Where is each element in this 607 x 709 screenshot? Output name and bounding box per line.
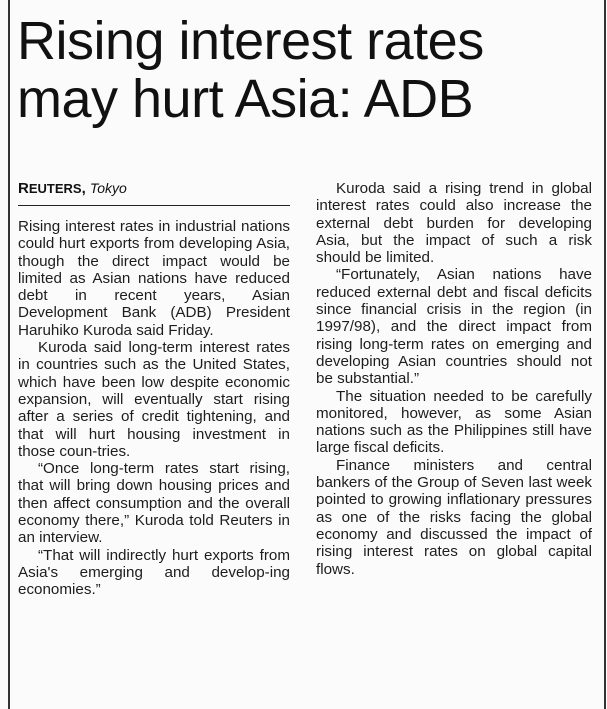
byline-agency-initial: R [18,180,29,197]
headline-line-2: may hurt Asia: ADB [17,69,474,129]
headline [17,12,602,128]
paragraph: Kuroda said a rising trend in global interest rates could also increase the external debt burden for developing Asia, but the impact of such a risk should be limited. [316,180,592,267]
byline-agency-rest: EUTERS [28,181,82,196]
paragraph: Rising interest rates in industrial nations could hurt exports from developing Asia, though the direct impact would be limited as Asian nations have reduced debt in recent years, Asian Development Bank (ADB) President Haruhiko Kuroda said Friday. [18,218,290,339]
article-column-2 [316,180,592,578]
byline-rule [18,205,290,206]
paragraph: The situation needed to be carefully monitored, however, as some Asian nations such as the Philippines still have large fiscal deficits. [316,387,592,457]
paragraph: “Once long-term rates start rising, that will bring down housing prices and then affect consumption and the overall economy there,” Kuroda told Reuters in an interview. [18,460,290,547]
paragraph: “Fortunately, Asian nations have reduced external debt and fiscal deficits since financial crisis in the region (in 1997/98), and the direct impact from rising long-term rates on emerging and developing Asian countries should not be substantial.” [316,266,592,388]
byline-location: Tokyo [89,180,127,196]
paragraph: “That will indirectly hurt exports from Asia's emerging and develop-ing economies.” [18,546,290,599]
byline-comma: , [81,180,86,197]
article-column-1 [18,218,290,599]
headline-line-1: Rising interest rates [17,11,484,71]
paragraph: Finance ministers and central bankers of the Group of Seven last week pointed to growing inflationary pressures as one of the risks facing the global economy and discussed the impact of rising interest rates on global capital flows. [316,456,592,578]
byline [18,180,290,197]
paragraph: Kuroda said long-term interest rates in countries such as the United States, which have been low despite economic expansion, will eventually start rising after a series of credit tightening, and that will hurt housing investment in those coun-tries. [18,339,290,460]
